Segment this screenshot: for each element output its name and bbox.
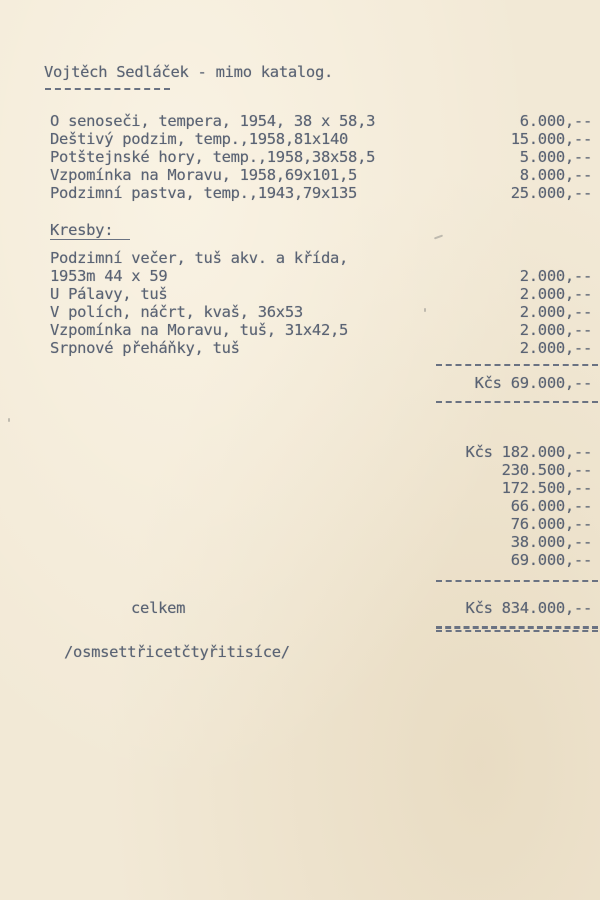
sum-amount: 38.000,-- [510, 533, 592, 551]
document-heading: Vojtěch Sedláček - mimo katalog. [44, 63, 334, 81]
drawing-item: V polích, náčrt, kvaš, 36x53 [50, 303, 303, 321]
painting-price: 15.000,-- [510, 130, 592, 148]
painting-item: Podzimní pastva, temp.,1943,79x135 [50, 184, 358, 202]
total-double-underline [436, 630, 598, 632]
sum-amount: 69.000,-- [510, 551, 592, 569]
drawing-item: Srpnové přeháňky, tuš [50, 339, 240, 357]
painting-item: Deštivý podzim, temp.,1958,81x140 [50, 130, 349, 148]
drawing-price: 2.000,-- [519, 321, 592, 339]
drawing-item: 1953m 44 x 59 [50, 267, 168, 285]
drawing-price: 2.000,-- [519, 339, 592, 357]
paper-mark [434, 235, 443, 240]
drawing-price: 2.000,-- [519, 285, 592, 303]
painting-price: 6.000,-- [519, 112, 592, 130]
painting-item: Potštejnské hory, temp.,1958,38x58,5 [50, 148, 376, 166]
drawing-item: U Pálavy, tuš [50, 285, 168, 303]
sum-amount: 172.500,-- [501, 479, 592, 497]
drawing-item: Vzpomínka na Moravu, tuš, 31x42,5 [50, 321, 349, 339]
sum-amount: 230.500,-- [501, 461, 592, 479]
sum-amount: 76.000,-- [510, 515, 592, 533]
drawings-heading: Kresby: [50, 221, 114, 239]
drawing-price: 2.000,-- [519, 267, 592, 285]
painting-price: 25.000,-- [510, 184, 592, 202]
paper-mark [424, 308, 426, 312]
total-double-underline [436, 626, 598, 629]
total-amount: Kčs 834.000,-- [465, 599, 592, 617]
drawing-item: Podzimní večer, tuš akv. a křída, [50, 249, 349, 267]
sum-amount: Kčs 182.000,-- [465, 443, 592, 461]
painting-item: O senoseči, tempera, 1954, 38 x 58,3 [50, 112, 376, 130]
painting-price: 5.000,-- [519, 148, 592, 166]
painting-price: 8.000,-- [519, 166, 592, 184]
heading-dashed-underline [45, 88, 170, 90]
subtotal-amount: Kčs 69.000,-- [474, 374, 592, 392]
paper-mark [8, 418, 10, 422]
sum-amount: 66.000,-- [510, 497, 592, 515]
drawing-price: 2.000,-- [519, 303, 592, 321]
total-dashed-line [436, 580, 598, 582]
painting-item: Vzpomínka na Moravu, 1958,69x101,5 [50, 166, 358, 184]
subtotal-dashed-line [436, 401, 598, 403]
subtotal-dashed-line [436, 364, 598, 366]
drawings-heading-underline [50, 239, 130, 240]
total-in-words: /osmsettřicetčtyřitisíce/ [64, 643, 290, 661]
total-label: celkem [131, 599, 186, 617]
